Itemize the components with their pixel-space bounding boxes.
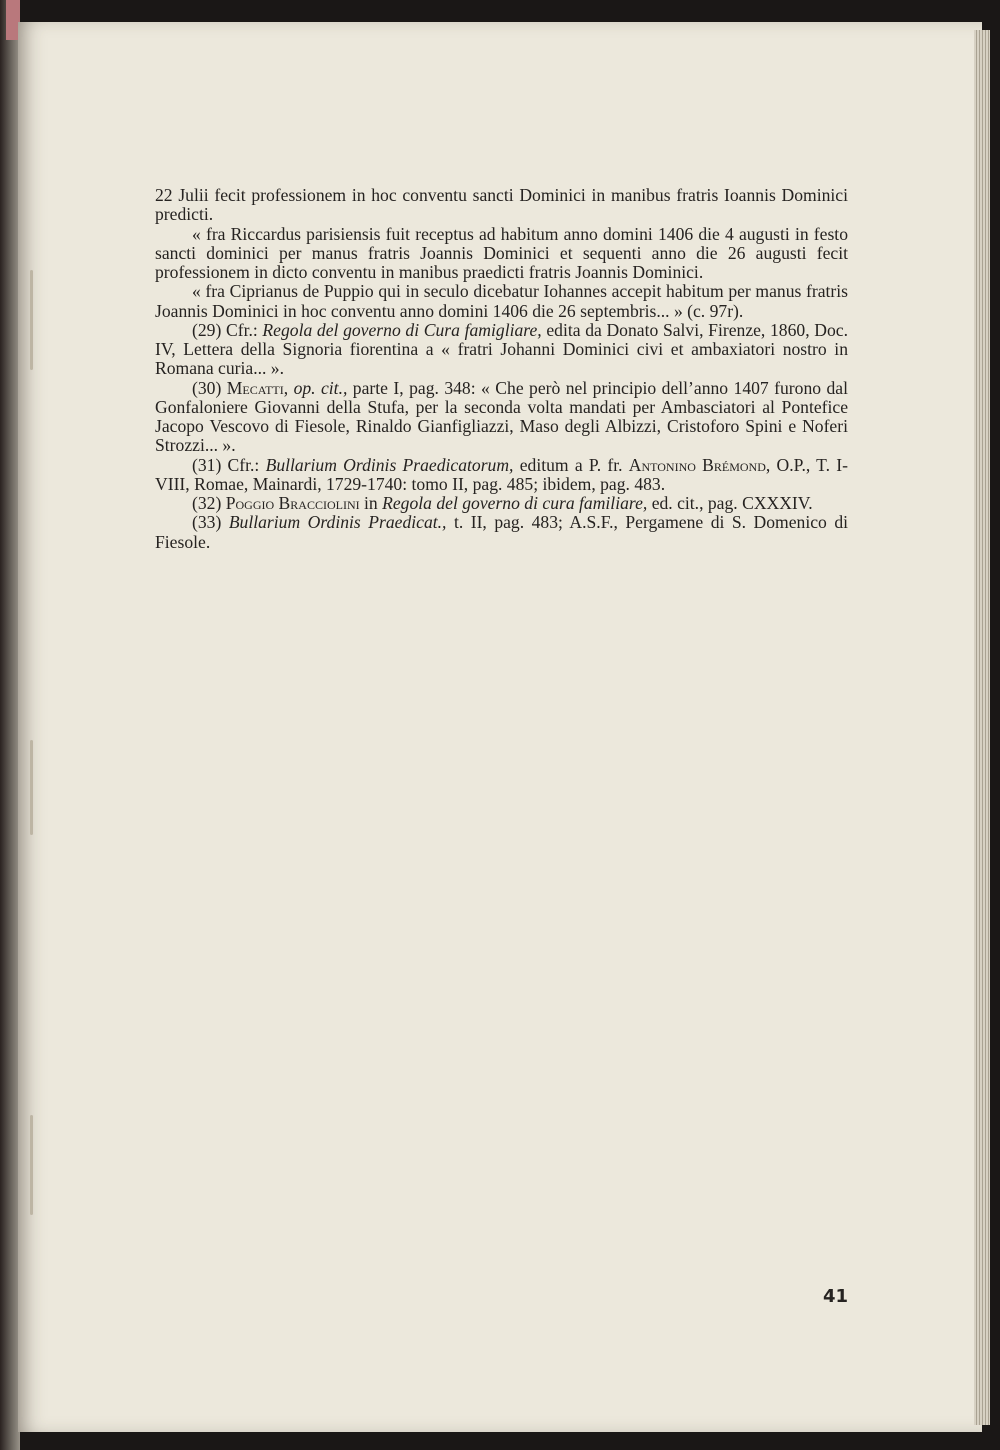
footnote-author: Antonino Brémond, xyxy=(628,454,771,475)
footnote-33 xyxy=(155,513,848,552)
footnote-title: Regola del governo di Cura famigliare, xyxy=(262,319,542,340)
footnote-30 xyxy=(155,379,848,456)
footnote-text: parte I, pag. 348: « Che però nel principio dell’anno 1407 furono dal Gonfaloniere Giovanni della Stufa, per la seconda volta mandati per Ambasciatori al Pontefice Jacopo Vescovo di Fiesole, Rinaldo Gianfigliazzi, Maso degli Albizzi, Cristoforo Spini e Noferi Strozzi... ». xyxy=(155,377,848,456)
binding-stitch xyxy=(30,270,33,370)
paragraph: 22 Julii fecit professionem in hoc conventu sancti Dominici in manibus fratris Ioannis Dominici predicti. xyxy=(155,185,848,225)
footnote-title: op. cit., xyxy=(293,377,348,398)
footnote-text: t. II, pag. 483; A.S.F., Pergamene di S. Domenico di Fiesole. xyxy=(155,512,849,552)
footnote-title: Regola del governo di cura familiare, xyxy=(382,493,648,513)
footnote-text: (30) xyxy=(192,377,227,398)
footnote-32 xyxy=(155,494,848,513)
footnote-text: (31) Cfr.: xyxy=(192,454,266,475)
binding-stitch xyxy=(30,740,33,835)
page-number: 41 xyxy=(822,1286,848,1307)
footnote-author: Poggio Bracciolini xyxy=(225,493,360,513)
paragraph: « fra Riccardus parisiensis fuit receptus ad habitum anno domini 1406 die 4 augusti in festo sancti dominici per manus fratris Joannis Dominici et sequenti anno die 26 augusti fecit professionem in dicto conventu in manibus praedicti fratris Joannis Dominici. xyxy=(155,223,848,282)
binding-stitch xyxy=(30,1115,33,1215)
footnote-29 xyxy=(155,321,848,379)
paragraph: « fra Ciprianus de Puppio qui in seculo dicebatur Iohannes accepit habitum per manus fratris Joannis Dominici in hoc conventu anno domini 1406 die 26 septembris... » (c. 97r). xyxy=(155,281,848,321)
footnote-text: ed. cit., pag. CXXXIV. xyxy=(647,493,813,513)
footnote-31 xyxy=(155,456,848,495)
footnote-text: (29) Cfr.: xyxy=(192,319,263,340)
book-spine xyxy=(0,0,20,1450)
body-text xyxy=(155,186,848,552)
footnote-text: (33) xyxy=(192,512,229,533)
footnote-text: edita da Donato Salvi, Firenze, 1860, Doc. IV, Lettera della Signoria fiorentina a « fratri Johanni Dominici civi et ambaxiatori nostro in Romana curia... ». xyxy=(155,319,848,379)
footnote-title: Bullarium Ordinis Praedicatorum, xyxy=(265,454,514,475)
footnote-title: Bullarium Ordinis Praedicat., xyxy=(228,512,447,533)
footnote-text: (32) xyxy=(192,493,226,513)
footnote-text: in xyxy=(359,493,383,513)
footnote-text: editum a P. fr. xyxy=(513,454,629,475)
footnote-text: O.P., T. I-VIII, Romae, Mainardi, 1729-1740: tomo II, pag. 485; ibidem, pag. 483. xyxy=(155,454,848,494)
page-edges xyxy=(974,30,990,1425)
footnote-author: Mecatti, xyxy=(226,377,289,398)
